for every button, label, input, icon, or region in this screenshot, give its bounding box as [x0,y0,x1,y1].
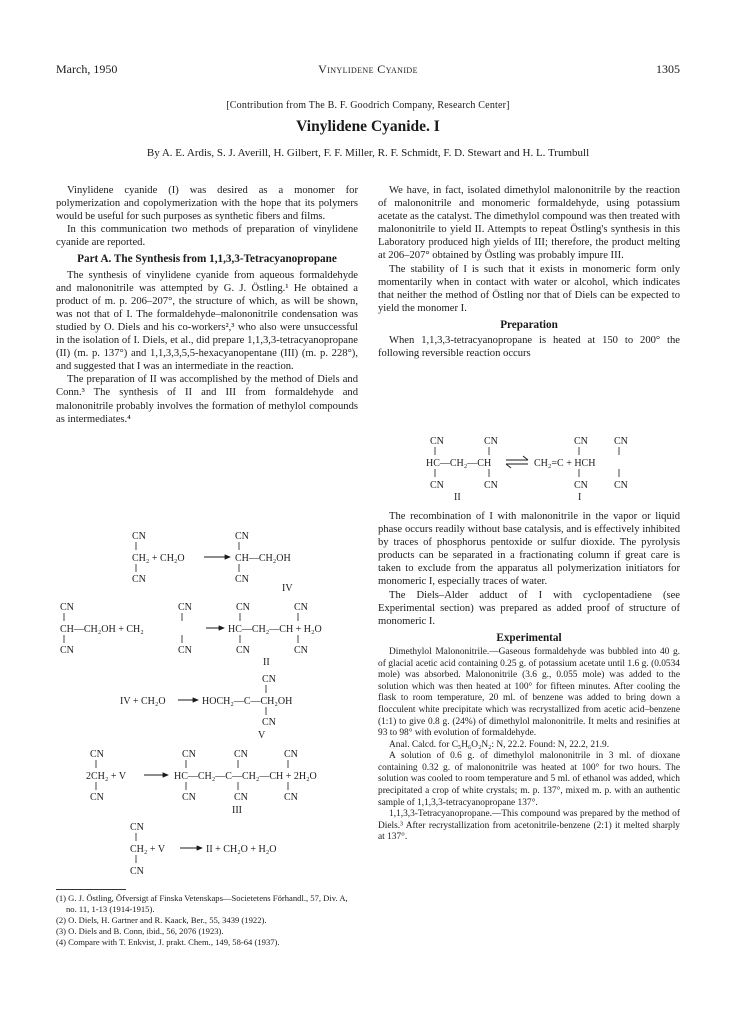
eq-cn-bot-1: CN [430,480,444,491]
footnotes [56,885,358,948]
equilibrium-scheme [378,434,680,504]
scheme-3 [120,674,292,741]
eq-cn-bot-3: CN [574,480,588,491]
s4-cn-bot-2: CN [182,792,196,803]
s1-left: CH₂ + CH₂O [132,553,185,564]
scheme-2 [60,602,322,668]
label-v: V [258,730,266,741]
s2-cn-bot-2: CN [178,645,192,656]
eq-cn-top-2: CN [484,436,498,447]
footnote-3: (3) O. Diels and B. Conn, ibid., 56, 2076 (1923). [56,926,224,936]
s2-left: CH—CH₂OH + CH₂ [60,624,144,635]
s4-left: 2CH₂ + V [86,771,127,782]
running-title: Vinylidene Cyanide [318,62,418,76]
intro-paragraph-1: Vinylidene cyanide (I) was desired as a monomer for polymerization and copolymerization with the hope that its polymers would be useful for such purposes as synthetic fibers and films. [56,185,358,223]
preparation-heading: Preparation [500,318,558,331]
left-paragraph-1: The synthesis of vinylidene cyanide from aqueous formaldehyde and malononitrile was attempted by G. J. Östling.¹ He obtained a product of m. p. 206–207°, the structure of which, as will be shown, was not that of I. The formaldehyde–malononitrile condensation was studied by O. Diels and his co-workers²,³ who also were unsuccessful in the isolation of I. Diels, et al., did prepare 1,1,3,3-tetracyanopropane (II) (m. p. 137°) and 1,1,3,3,5,5-hexacyanopentane (III) (m. p. 228°), and suggested that I was an intermediate in the reaction. [56,269,358,373]
s5-left: CH₂ + V [130,844,166,855]
s1-cn-top-1: CN [132,531,146,542]
preparation-paragraph-1: When 1,1,3,3-tetracyanopropane is heated at 150 to 200° the following reversible reaction occurs [378,335,680,360]
experimental-heading: Experimental [496,631,562,644]
eq-cn-bot-4: CN [614,480,628,491]
s3-left: IV + CH₂O [120,696,166,707]
s1-cn-top-2: CN [235,531,249,542]
s3-right: HOCH₂—C—CH₂OH [202,696,293,707]
author-list: By A. E. Ardis, S. J. Averill, H. Gilbert, F. F. Miller, R. F. Schmidt, F. D. Stewart and H. L. Trumbull [146,147,590,159]
experimental-paragraph-2: Anal. Calcd. for C₅H₆O₂N₂: N, 22.2. Found: N, 22.2, 21.9. [389,739,610,750]
contribution-line: [Contribution from The B. F. Goodrich Company, Research Center] [226,100,510,111]
s5-cn-top: CN [130,822,144,833]
s2-cn-bot-4: CN [294,645,308,656]
s2-cn-top-2: CN [178,602,192,613]
article-title: Vinylidene Cyanide. I [296,118,440,135]
label-iv: IV [282,583,293,594]
s1-cn-bot-2: CN [235,574,249,585]
experimental-text [378,647,680,844]
s4-cn-bot-1: CN [90,792,104,803]
reaction-schemes [56,528,366,884]
part-a-heading: Part A. The Synthesis from 1,1,3,3-Tetracyanopropane [77,253,337,266]
eq-right: CH₂=C + HCH [534,458,596,469]
s5-right: II + CH₂O + H₂O [206,844,277,855]
preparation-paragraph-3: The Diels–Alder adduct of I with cyclopentadiene (see Experimental section) was prepared as added proof of structure of monomeric I. [378,589,680,627]
eq-cn-top-4: CN [614,436,628,447]
s4-cn-bot-3: CN [234,792,248,803]
s4-cn-top-2: CN [182,749,196,760]
s2-right: HC—CH₂—CH + H₂O [228,624,322,635]
label-iii: III [232,805,242,816]
s4-cn-top-3: CN [234,749,248,760]
s2-cn-bot-1: CN [60,645,74,656]
eq-cn-bot-2: CN [484,480,498,491]
label-ii: II [263,657,270,668]
eq-left: HC—CH₂—CH [426,458,492,469]
page-number: 1305 [656,62,680,76]
right-column-lower [378,510,680,844]
eq-label-ii: II [454,492,461,503]
left-column-text [56,184,358,426]
s3-cn-top: CN [262,674,276,685]
eq-cn-top-1: CN [430,436,444,447]
s4-cn-top-1: CN [90,749,104,760]
right-column-text [378,184,680,360]
s2-cn-top-4: CN [294,602,308,613]
s4-cn-top-4: CN [284,749,298,760]
footnote-2: (2) O. Diels, H. Gartner and R. Kaack, Ber., 55, 3439 (1922). [56,915,267,925]
eq-label-i: I [578,492,582,503]
preparation-paragraph-2: The recombination of I with malononitrile in the vapor or liquid phase occurs readily without base catalysis, and is effectively inhibited by traces of phosphorus pentoxide or sulfur dioxide. The pyrolysis products can be separated in a fractionating column if great care is taken to exclude from the apparatus all polymerization initiators for monomeric I, especially traces of water. [378,511,680,588]
s2-cn-bot-3: CN [236,645,250,656]
scheme-4 [86,749,317,816]
footnote-4: (4) Compare with T. Enkvist, J. prakt. Chem., 149, 58-64 (1937). [56,937,280,947]
s1-cn-bot-1: CN [132,574,146,585]
experimental-paragraph-4: 1,1,3,3-Tetracyanopropane.—This compound was prepared by the method of Diels.³ After recrystallization from acetonitrile-benzene (2:1) it melted sharply at 137°. [378,809,680,843]
right-paragraph-2: The stability of I is such that it exists in monomeric form only momentarily when in contact with water or alcohol, which indicates that neither the method of Östling nor that of Diels can be expected to yield the monomer I. [378,263,680,314]
intro-paragraph-2: In this communication two methods of preparation of vinylidene cyanide are reported. [56,224,358,249]
scheme-5 [130,822,276,877]
s1-right: CH—CH₂OH [235,553,291,564]
footnote-rule [56,889,126,890]
scheme-1 [132,531,293,594]
right-paragraph-1: We have, in fact, isolated dimethylol malononitrile by the reaction of malononitrile and monomeric formaldehyde, using potassium acetate as the catalyst. The dimethylol compound was then treated with malononitrile to yield II. Attempts to repeat Östling's synthesis in this Laboratory produced high yields of III; therefore, the product melting at 206–207° obtained by Östling was probably impure III. [378,185,680,262]
s4-cn-bot-4: CN [284,792,298,803]
experimental-paragraph-3: A solution of 0.6 g. of dimethylol malononitrile in 3 ml. of dioxane containing 0.32 g. of malononitrile was heated at 100° for two hours. The solution was cooled to room temperature and 5 ml. of ethanol was added, which precipitated a crop of white crystals; m. p. 137°, mixed m. p. with an authentic sample of 1,1,3,3-tetracyanopropane 137°. [378,751,680,808]
s2-cn-top-3: CN [236,602,250,613]
left-paragraph-2: The preparation of II was accomplished by the method of Diels and Conn.³ The synthesis of II and III from formaldehyde and malononitrile probably involves the formation of methylol compounds as intermediates.⁴ [56,374,358,425]
s4-right: HC—CH₂—C—CH₂—CH + 2H₂O [174,771,317,782]
s5-cn-bot: CN [130,866,144,877]
header-date: March, 1950 [56,62,118,76]
s2-cn-top-1: CN [60,602,74,613]
s3-cn-bot: CN [262,717,276,728]
experimental-paragraph-1: Dimethylol Malononitrile.—Gaseous formaldehyde was bubbled into 40 g. of glacial acetic acid containing 0.25 g. of potassium acetate until 1.6 g. (0.0534 mole) was absorbed. Malononitrile (3.6 g., 0.055 mole) was added to the solution which was then heated at 100° for fifteen minutes. After cooling the flask to room temperature, 20 ml. of benzene was added to bring down a flocculent white precipitate which was recrystallized from acetic acid–benzene (1:1) to give 0.8 g. (24%) of dimethylol malononitrile. It melts and resinifies at 93 to 98° with evolution of formaldehyde. [378,646,680,739]
footnote-1: (1) G. J. Östling, Öfversigt af Finska Vetenskaps—Societetens Förhandl., 57, Div. A, no. 11, 1-13 (1914-1915). [56,893,348,914]
eq-cn-top-3: CN [574,436,588,447]
